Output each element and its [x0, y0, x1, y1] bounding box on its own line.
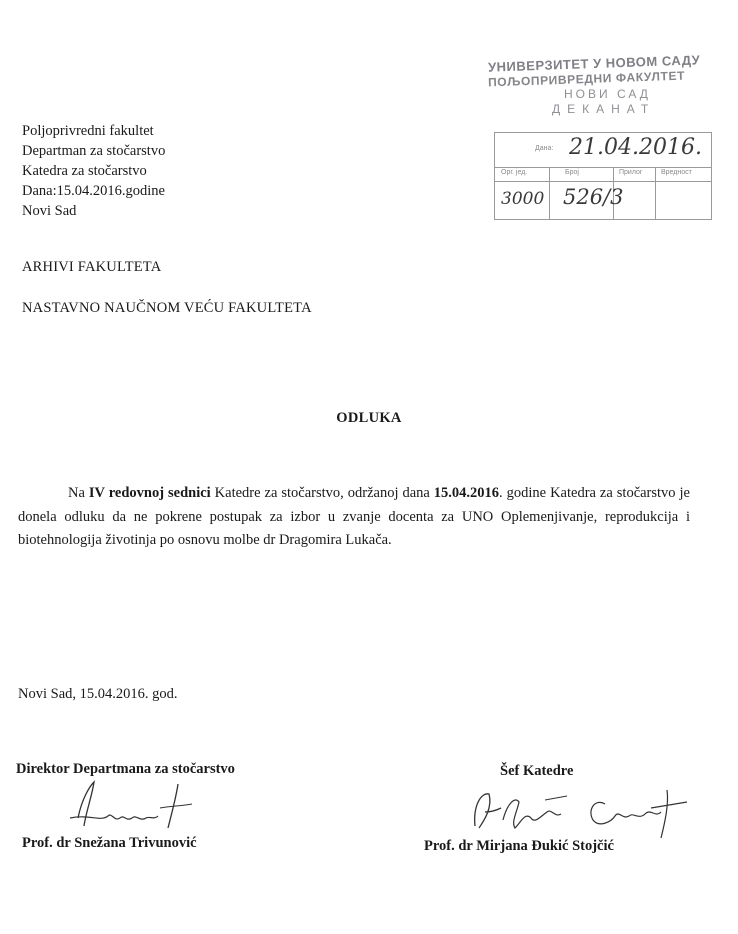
- decision-paragraph: [18, 482, 690, 553]
- registry-stamp: [486, 54, 722, 224]
- left-signature-icon: [60, 778, 210, 836]
- stamp-date-handwritten: 21.04.2016.: [569, 135, 702, 160]
- stamp-org-handwritten: 3000: [501, 189, 545, 209]
- document-date: Dana:15.04.2016.godine: [22, 183, 165, 199]
- left-signatory-name: Prof. dr Snežana Trivunović: [22, 835, 197, 851]
- session-date: 15.04.2016: [433, 485, 500, 501]
- stamp-divider: [549, 167, 550, 219]
- body-text-3: . godine Katedra za stočarstvo je donela odluku da ne pokrene postupak za izbor u zvanje docenta za UNO Oplemenjivanje, reprodukcija i biotehnologija životinja po osnovu molbe dr Dragomira Lukača.: [18, 485, 690, 548]
- place-and-date: Novi Sad, 15.04.2016. god.: [18, 686, 178, 702]
- stamp-col1-label: Орг. јед.: [501, 169, 528, 176]
- right-signature-icon: [455, 782, 695, 846]
- stamp-label-row: [495, 167, 711, 182]
- stamp-col3-label: Прилог: [619, 169, 643, 176]
- recipient-council: NASTAVNO NAUČNOM VEĆU FAKULTETA: [22, 300, 312, 316]
- stamp-faculty: ПОЉОПРИВРЕДНИ ФАКУЛТЕТ: [487, 68, 686, 90]
- stamp-date-row: [495, 133, 711, 168]
- document-title: ODLUKA: [336, 410, 402, 426]
- stamp-col4-label: Вредност: [661, 169, 692, 176]
- body-text-2: Katedre za stočarstvo, održanoj dana: [210, 485, 434, 501]
- city-name: Novi Sad: [22, 203, 77, 219]
- recipient-archive: ARHIVI FAKULTETA: [22, 259, 162, 275]
- header-block: [22, 121, 165, 221]
- body-text-1: Na: [68, 485, 89, 501]
- stamp-col2-label: Број: [565, 169, 579, 176]
- faculty-name: Poljoprivredni fakultet: [22, 123, 154, 139]
- department-name: Departman za stočarstvo: [22, 143, 166, 159]
- stamp-date-label: Дана:: [535, 145, 554, 152]
- right-signatory-name: Prof. dr Mirjana Đukić Stojčić: [424, 838, 614, 854]
- right-signatory-title: Šef Katedre: [500, 763, 574, 779]
- left-signatory-title: Direktor Departmana za stočarstvo: [16, 761, 235, 777]
- stamp-number-handwritten: 526/3: [563, 185, 624, 209]
- session-name: IV redovnoj sednici: [88, 485, 211, 501]
- stamp-city: НОВИ САД: [564, 87, 651, 101]
- chair-name: Katedra za stočarstvo: [22, 163, 147, 179]
- stamp-office: ДЕКАНАТ: [552, 102, 656, 116]
- stamp-grid: [494, 132, 712, 220]
- stamp-divider: [655, 167, 656, 219]
- stamp-university: УНИВЕРЗИТЕТ У НОВОМ САДУ: [487, 52, 701, 75]
